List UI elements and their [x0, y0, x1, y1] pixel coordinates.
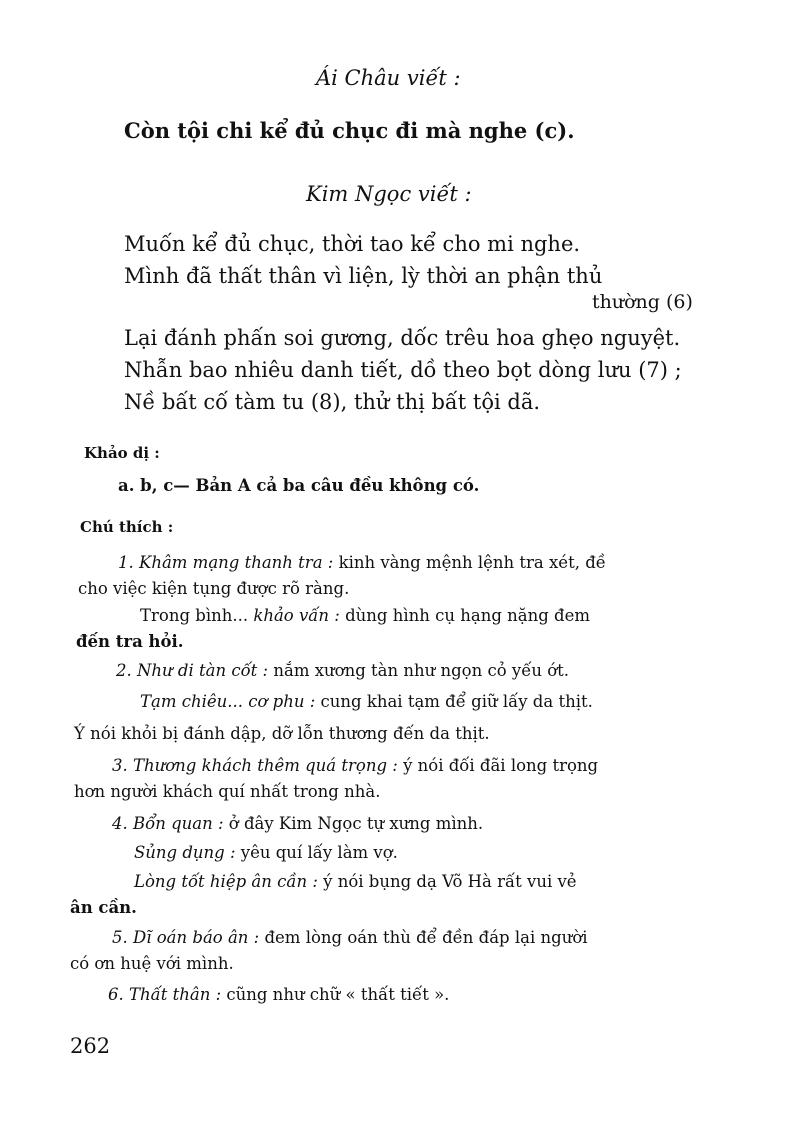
note-1b-text: dùng hình cụ hạng nặng đem: [339, 606, 591, 625]
note-6-term: 6. Thất thân :: [108, 985, 222, 1004]
note-2b: [140, 692, 593, 711]
note-5-term: 5. Dĩ oán báo ân :: [112, 928, 260, 947]
note-2-term: 2. Như di tàn cốt :: [116, 661, 269, 680]
note-3-cont: hơn người khách quí nhất trong nhà.: [74, 782, 381, 801]
note-1: [118, 553, 606, 572]
note-4c: [134, 872, 577, 891]
chu-thich-label: Chú thích :: [80, 518, 174, 536]
note-4b-text: yêu quí lấy làm vợ.: [235, 843, 398, 862]
khao-di-label: Khảo dị :: [84, 444, 160, 462]
note-3-text: ý nói đối đãi long trọng: [397, 756, 599, 775]
note-1b-term: khảo vấn :: [253, 606, 340, 625]
note-2b-text: cung khai tạm để giữ lấy da thịt.: [315, 692, 593, 711]
note-1b-cont: đến tra hỏi.: [76, 632, 184, 651]
verse-line-5: Nề bất cố tàm tu (8), thử thị bất tội dã.: [124, 390, 541, 414]
note-4-text: ở đây Kim Ngọc tự xưng mình.: [223, 814, 484, 833]
speaker-ai-chau: Ái Châu viết :: [316, 66, 461, 90]
note-4c-term: Lòng tốt hiệp ân cần :: [134, 872, 318, 891]
note-6-text: cũng như chữ « thất tiết ».: [221, 985, 450, 1004]
note-1b-pre: Trong bình...: [140, 606, 254, 625]
verse-line-2-cont: thường (6): [592, 291, 693, 313]
verse-line-1: Muốn kể đủ chục, thời tao kể cho mi nghe.: [124, 232, 581, 256]
khao-di-text: a. b, c— Bản A cả ba câu đều không có.: [118, 476, 480, 495]
note-3: [112, 756, 598, 775]
note-1-text: kinh vàng mệnh lệnh tra xét, đề: [333, 553, 606, 572]
verse-line-ai-chau: Còn tội chi kể đủ chục đi mà nghe (c).: [124, 118, 575, 143]
note-4c-cont: ân cần.: [70, 898, 137, 917]
verse-line-4: Nhẫn bao nhiêu danh tiết, dồ theo bọt dòng lưu (7) ;: [124, 358, 682, 382]
note-5-text: đem lòng oán thù để đền đáp lại người: [259, 928, 588, 947]
note-5: [112, 928, 588, 947]
note-4b: [134, 843, 398, 862]
verse-line-3: Lại đánh phấn soi gương, dốc trêu hoa ghẹo nguyệt.: [124, 326, 681, 350]
note-4-term: 4. Bổn quan :: [112, 814, 224, 833]
speaker-kim-ngoc: Kim Ngọc viết :: [306, 182, 472, 206]
note-1-term: 1. Khâm mạng thanh tra :: [118, 553, 334, 572]
note-3-term: 3. Thương khách thêm quá trọng :: [112, 756, 398, 775]
note-2b-term: Tạm chiêu... cơ phu :: [140, 692, 316, 711]
note-4b-term: Sủng dụng :: [134, 843, 236, 862]
verse-line-2: Mình đã thất thân vì liện, lỳ thời an phận thủ: [124, 264, 603, 288]
note-2: [116, 661, 569, 680]
note-1-cont: cho việc kiện tụng được rõ ràng.: [78, 579, 350, 598]
note-5-cont: có ơn huệ với mình.: [70, 954, 234, 973]
note-2-text: nắm xương tàn như ngọn cỏ yếu ớt.: [268, 661, 570, 680]
note-4c-text: ý nói bụng dạ Võ Hà rất vui vẻ: [317, 872, 577, 891]
page-number: 262: [70, 1034, 111, 1058]
note-2b-cont: Ý nói khỏi bị đánh dập, dỡ lỗn thương đến da thịt.: [74, 724, 490, 743]
note-4: [112, 814, 483, 833]
note-1b: [140, 606, 590, 625]
note-6: [108, 985, 449, 1004]
